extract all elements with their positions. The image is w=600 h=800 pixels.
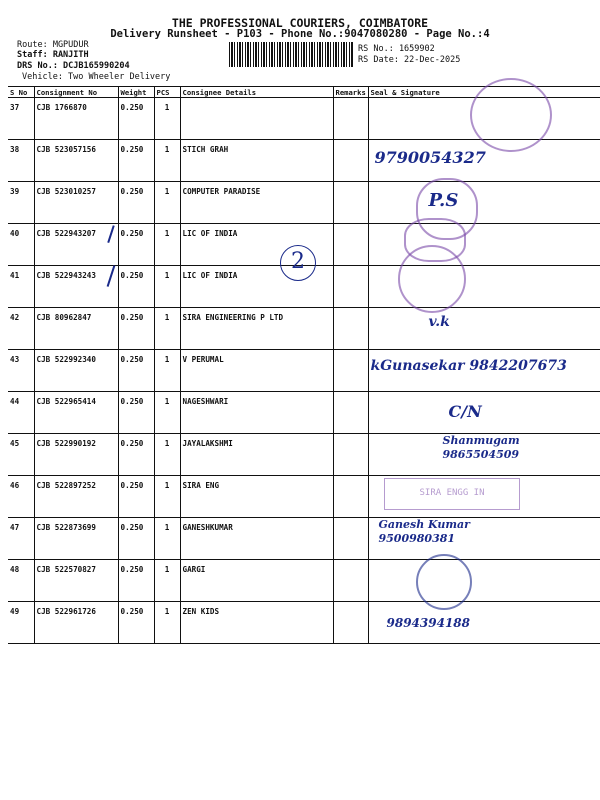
col-header-remarks: Remarks <box>333 87 368 98</box>
handwritten-signature: Ganesh Kumar 9500980381 <box>378 518 470 545</box>
row-pcs: 1 <box>154 308 180 350</box>
row-remarks <box>333 560 368 602</box>
row-consignment-no: CJB 80962847 <box>34 308 118 350</box>
row-signature <box>368 140 600 182</box>
row-weight: 0.250 <box>118 392 154 434</box>
row-consignment-no: CJB 522873699 <box>34 518 118 560</box>
route-label: Route: MGPUDUR <box>17 40 89 50</box>
row-signature <box>368 602 600 644</box>
row-weight: 0.250 <box>118 518 154 560</box>
row-weight: 0.250 <box>118 182 154 224</box>
col-header-consignee: Consignee Details <box>180 87 333 98</box>
handwritten-signature: P.S <box>428 190 459 211</box>
row-consignee: V PERUMAL <box>180 350 333 392</box>
handwritten-signature: 9894394188 <box>386 616 470 630</box>
table-row <box>8 350 600 392</box>
row-pcs: 1 <box>154 224 180 266</box>
col-header-pcs: PCS <box>154 87 180 98</box>
row-consignee: LIC OF INDIA <box>180 266 333 308</box>
row-sno: 46 <box>8 476 34 518</box>
table-row <box>8 182 600 224</box>
row-consignment-no: CJB 1766870 <box>34 98 118 140</box>
row-sno: 43 <box>8 350 34 392</box>
row-weight: 0.250 <box>118 266 154 308</box>
row-weight: 0.250 <box>118 476 154 518</box>
row-remarks <box>333 308 368 350</box>
row-weight: 0.250 <box>118 434 154 476</box>
row-sno: 41 <box>8 266 34 308</box>
row-signature <box>368 350 600 392</box>
row-sno: 42 <box>8 308 34 350</box>
row-remarks <box>333 224 368 266</box>
row-pcs: 1 <box>154 602 180 644</box>
col-header-weight: Weight <box>118 87 154 98</box>
vehicle-label: Vehicle: Two Wheeler Delivery <box>22 72 171 82</box>
row-remarks <box>333 140 368 182</box>
seal-stamp <box>416 178 478 240</box>
row-remarks <box>333 98 368 140</box>
row-weight: 0.250 <box>118 560 154 602</box>
handwritten-signature: Shanmugam 9865504509 <box>442 434 520 461</box>
row-consignment-no: CJB 522961726 <box>34 602 118 644</box>
handwritten-signature: v.k <box>428 314 450 330</box>
document-title: THE PROFESSIONAL COURIERS, COIMBATORE <box>171 16 429 30</box>
row-sno: 37 <box>8 98 34 140</box>
handwritten-signature: C/N <box>448 402 482 421</box>
row-sno: 40 <box>8 224 34 266</box>
row-pcs: 1 <box>154 266 180 308</box>
row-weight: 0.250 <box>118 350 154 392</box>
rs-date: RS Date: 22-Dec-2025 <box>358 55 461 65</box>
row-consignee: JAYALAKSHMI <box>180 434 333 476</box>
drs-number: DRS No.: DCJB165990204 <box>17 61 130 71</box>
row-sno: 38 <box>8 140 34 182</box>
row-weight: 0.250 <box>118 98 154 140</box>
row-remarks <box>333 434 368 476</box>
rs-number: RS No.: 1659902 <box>358 44 435 54</box>
handwritten-signature: kGunasekar 9842207673 <box>370 358 567 374</box>
row-consignee: NAGESHWARI <box>180 392 333 434</box>
row-pcs: 1 <box>154 140 180 182</box>
row-signature <box>368 560 600 602</box>
row-consignee: GARGI <box>180 560 333 602</box>
row-consignment-no: CJB 522965414 <box>34 392 118 434</box>
signature-circle <box>416 554 472 610</box>
row-remarks <box>333 266 368 308</box>
row-signature <box>368 182 600 224</box>
row-consignment-no: CJB 522943207 <box>34 224 118 266</box>
table-row <box>8 308 600 350</box>
row-consignment-no: CJB 522897252 <box>34 476 118 518</box>
row-consignment-no: CJB 522992340 <box>34 350 118 392</box>
col-header-seal-signature: Seal & Signature <box>368 87 600 98</box>
runsheet-subtitle: Delivery Runsheet - P103 - Phone No.:9047080280 - Page No.:4 <box>110 28 490 40</box>
row-remarks <box>333 602 368 644</box>
row-pcs: 1 <box>154 518 180 560</box>
runsheet-table <box>8 86 600 644</box>
table-row <box>8 434 600 476</box>
row-consignee: SIRA ENG <box>180 476 333 518</box>
row-remarks <box>333 476 368 518</box>
row-sno: 44 <box>8 392 34 434</box>
row-pcs: 1 <box>154 98 180 140</box>
row-consignment-no: CJB 523010257 <box>34 182 118 224</box>
circled-number: 2 <box>280 245 316 281</box>
row-pcs: 1 <box>154 392 180 434</box>
row-sno: 39 <box>8 182 34 224</box>
row-signature <box>368 518 600 560</box>
row-consignee: GANESHKUMAR <box>180 518 333 560</box>
row-consignee: ZEN KIDS <box>180 602 333 644</box>
row-pcs: 1 <box>154 350 180 392</box>
row-remarks <box>333 518 368 560</box>
barcode <box>229 42 353 67</box>
row-consignee: STICH GRAH <box>180 140 333 182</box>
row-sno: 48 <box>8 560 34 602</box>
row-weight: 0.250 <box>118 602 154 644</box>
row-consignee: COMPUTER PARADISE <box>180 182 333 224</box>
row-signature <box>368 392 600 434</box>
row-consignment-no: CJB 522943243 <box>34 266 118 308</box>
seal-stamp <box>470 78 552 152</box>
row-sno: 49 <box>8 602 34 644</box>
table-row <box>8 602 600 644</box>
row-remarks <box>333 182 368 224</box>
handwritten-signature: 9790054327 <box>374 148 486 167</box>
row-pcs: 1 <box>154 560 180 602</box>
table-row <box>8 518 600 560</box>
row-consignment-no: CJB 522990192 <box>34 434 118 476</box>
company-stamp: SIRA ENGG IN <box>384 478 520 510</box>
row-weight: 0.250 <box>118 224 154 266</box>
col-header-sno: S No <box>8 87 34 98</box>
row-sno: 45 <box>8 434 34 476</box>
row-remarks <box>333 350 368 392</box>
row-consignment-no: CJB 523057156 <box>34 140 118 182</box>
table-row <box>8 392 600 434</box>
row-pcs: 1 <box>154 182 180 224</box>
row-remarks <box>333 392 368 434</box>
row-pcs: 1 <box>154 434 180 476</box>
col-header-consignment: Consignment No <box>34 87 118 98</box>
row-weight: 0.250 <box>118 140 154 182</box>
row-signature <box>368 434 600 476</box>
row-pcs: 1 <box>154 476 180 518</box>
staff-label: Staff: RANJITH <box>17 50 89 60</box>
row-weight: 0.250 <box>118 308 154 350</box>
row-consignee <box>180 98 333 140</box>
row-signature <box>368 308 600 350</box>
row-consignee: LIC OF INDIA <box>180 224 333 266</box>
table-row <box>8 560 600 602</box>
row-consignee: SIRA ENGINEERING P LTD <box>180 308 333 350</box>
row-consignment-no: CJB 522570827 <box>34 560 118 602</box>
row-sno: 47 <box>8 518 34 560</box>
